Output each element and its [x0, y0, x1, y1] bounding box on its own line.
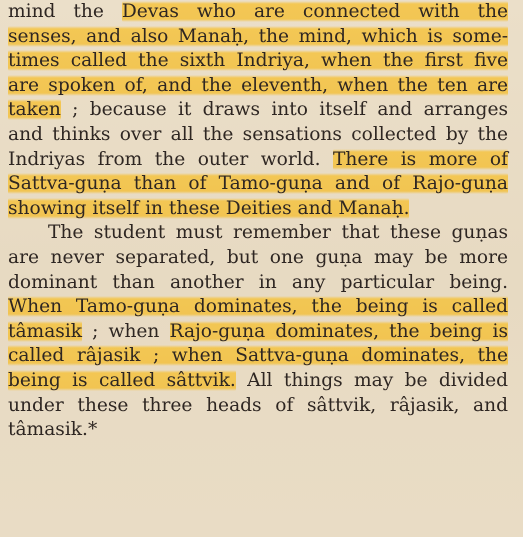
highlighted-text: Rajo-guṇa dominates, the being is: [169, 320, 508, 342]
text-segment: are never separated, but one guṇa may be more: [8, 246, 508, 268]
highlighted-text: are spoken of, and the eleventh, when the ten are: [8, 74, 508, 96]
text-segment: ; when: [82, 320, 170, 342]
text-line: [8, 246, 508, 271]
text-line: [8, 344, 508, 369]
text-line: [8, 369, 508, 394]
text-line: [8, 295, 508, 320]
text-segment: and thinks over all the sensations collected by the: [8, 123, 508, 145]
text-segment: All things may be divided: [235, 369, 508, 391]
text-line: [8, 25, 508, 50]
text-segment: mind the: [8, 1, 122, 22]
text-segment: tâmasik.*: [8, 419, 98, 441]
highlighted-text: times called the sixth Indriya, when the first five: [8, 50, 508, 72]
text-line: [8, 394, 508, 419]
paragraph-devas-manah: [8, 0, 508, 221]
text-segment: dominant than another in any particular being.: [8, 271, 508, 293]
highlighted-text: senses, and also Manaḥ, the mind, which is some-: [8, 25, 508, 47]
text-line: [8, 123, 508, 148]
text-segment: The student must remember that these guṇas: [48, 222, 508, 244]
text-line: [8, 197, 508, 222]
text-segment: under these three heads of sâttvik, râjasik, and: [8, 394, 508, 416]
text-segment: ; because it draws into itself and arranges: [60, 99, 508, 121]
highlighted-text: There is more of: [332, 148, 508, 170]
text-line: [8, 418, 508, 443]
text-line: [8, 320, 508, 345]
text-segment: Indriyas from the outer world.: [8, 148, 333, 170]
highlighted-text: Devas who are connected with the: [121, 1, 508, 22]
highlighted-text: showing itself in these Deities and Manaḥ.: [8, 197, 410, 219]
highlighted-text: taken: [8, 99, 61, 121]
paragraph-gunas: [8, 221, 508, 442]
highlighted-text: When Tamo-guṇa dominates, the being is called: [8, 296, 508, 318]
text-line: [8, 221, 508, 246]
text-line: [8, 74, 508, 99]
text-line: [8, 0, 508, 25]
text-line: [8, 172, 508, 197]
highlighted-text: being is called sâttvik.: [8, 369, 236, 391]
highlighted-text: tâmasik: [8, 320, 83, 342]
text-line: [8, 98, 508, 123]
highlighted-text: called râjasik ; when Sattva-guṇa dominates, the: [8, 345, 508, 367]
page-text: [8, 0, 508, 443]
text-line: [8, 49, 508, 74]
text-line: [8, 271, 508, 296]
highlighted-text: Sattva-guṇa than of Tamo-guṇa and of Rajo-guṇa: [8, 173, 508, 195]
text-line: [8, 148, 508, 173]
